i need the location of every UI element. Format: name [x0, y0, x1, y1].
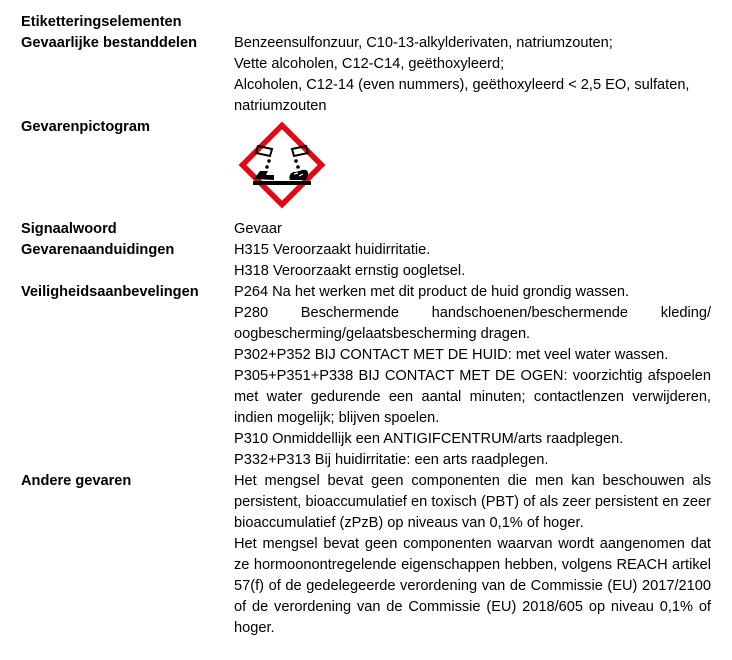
hazard-statements-label: Gevarenaanduidingen [21, 242, 175, 258]
precautionary-statement: P332+P313 Bij huidirritatie: een arts raadplegen. [234, 452, 549, 468]
precautionary-statement: P264 Na het werken met dit product de huid grondig wassen. [234, 284, 630, 300]
precautionary-statement: P280 Beschermende handschoenen/beschermende kleding/ oogbescherming/gelaatsbescherming dragen. [234, 305, 711, 342]
hazardous-ingredients-row [21, 33, 711, 117]
other-hazards-row [21, 471, 711, 639]
hazardous-ingredients-value [234, 33, 711, 117]
ingredient-line: Alcoholen, C12-14 (even nummers), geëthoxyleerd < 2,5 EO, sulfaten, [234, 77, 690, 93]
signal-word-label: Signaalwoord [21, 221, 117, 237]
signal-word-row [21, 219, 711, 240]
signal-word-value: Gevaar [234, 221, 282, 237]
other-hazards-label: Andere gevaren [21, 473, 132, 489]
other-hazards-paragraph: Het mengsel bevat geen componenten die men kan beschouwen als persistent, bioaccumulatief en toxisch (PBT) of als zeer persistent en zeer bioaccumulatief (zPzB) op niveaus van 0,1% of hoger. [234, 473, 711, 531]
precautionary-statements-row [21, 282, 711, 471]
precautionary-statements-value [234, 282, 711, 471]
hazardous-ingredients-label: Gevaarlijke bestanddelen [21, 35, 198, 51]
precautionary-statements-label: Veiligheidsaanbevelingen [21, 284, 199, 300]
other-hazards-value [234, 471, 711, 639]
pictogram-container [234, 117, 711, 219]
section-title: Etiketteringselementen [21, 14, 182, 30]
hazard-statements-row [21, 240, 711, 282]
hazard-statements-value [234, 240, 711, 282]
ingredient-line: natriumzouten [234, 98, 327, 114]
pictogram-row [21, 117, 711, 219]
hazard-statement: H318 Veroorzaakt ernstig oogletsel. [234, 263, 466, 279]
ingredient-line: Benzeensulfonzuur, C10-13-alkylderivaten, natriumzouten; [234, 35, 613, 51]
precautionary-statement: P302+P352 BIJ CONTACT MET DE HUID: met veel water wassen. [234, 347, 669, 363]
precautionary-statement: P305+P351+P338 BIJ CONTACT MET DE OGEN: voorzichtig afspoelen met water gedurende een aantal minuten; contactlenzen verwijderen, indien mogelijk; blijven spoelen. [234, 368, 711, 426]
labelling-elements-document [21, 12, 711, 639]
signal-word-value-container [234, 219, 711, 240]
ghs05-corrosion-icon [236, 119, 328, 211]
other-hazards-paragraph: Het mengsel bevat geen componenten waarvan wordt aangenomen dat ze hormoonontregelende eigenschappen hebben, volgens REACH artikel 57(f) of de gedelegeerde verordening van de Commissie (EU) 2017/2100 of de verordening van de Commissie (EU) 2018/605 op niveau 0,1% of hoger. [234, 536, 711, 636]
pictogram-label: Gevarenpictogram [21, 119, 150, 135]
precautionary-statement: P310 Onmiddellijk een ANTIGIFCENTRUM/arts raadplegen. [234, 431, 624, 447]
hazard-statement: H315 Veroorzaakt huidirritatie. [234, 242, 431, 258]
ingredient-line: Vette alcoholen, C12-C14, geëthoxyleerd; [234, 56, 505, 72]
